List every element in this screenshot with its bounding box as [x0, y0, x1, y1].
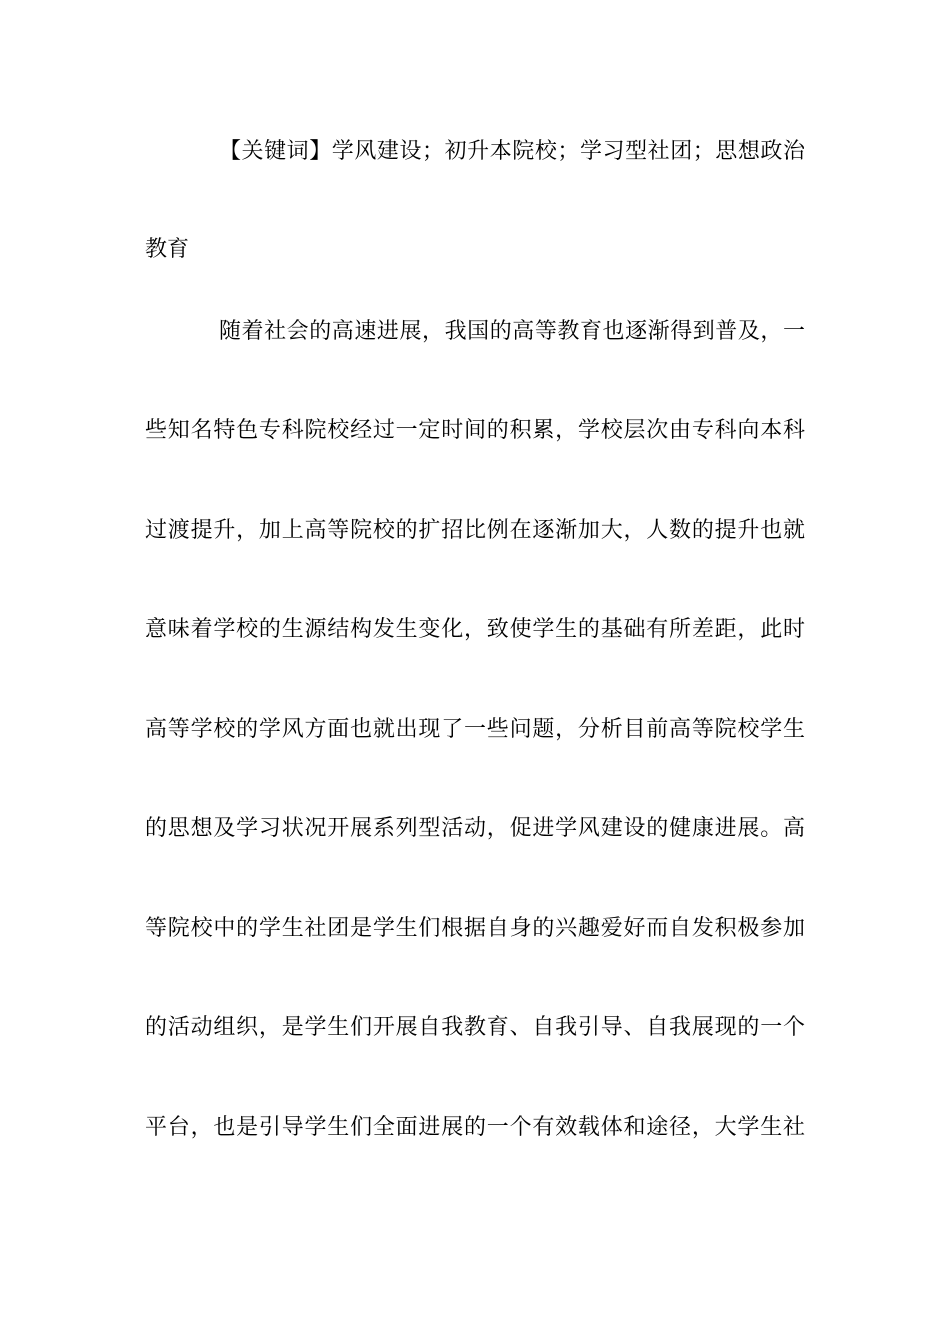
paragraph-line: 过渡提升，加上高等院校的扩招比例在逐渐加大，人数的提升也就 — [145, 518, 805, 543]
paragraph-line: 随着社会的高速进展，我国的高等教育也逐渐得到普及，一 — [219, 319, 805, 344]
paragraph-line: 平台，也是引导学生们全面进展的一个有效载体和途径，大学生社 — [145, 1115, 805, 1140]
paragraph-line: 些知名特色专科院校经过一定时间的积累，学校层次由专科向本科 — [145, 418, 805, 443]
paragraph-line: 高等学校的学风方面也就出现了一些问题，分析目前高等院校学生 — [145, 717, 805, 742]
paragraph-line: 意味着学校的生源结构发生变化，致使学生的基础有所差距，此时 — [145, 617, 805, 642]
paragraph-line: 等院校中的学生社团是学生们根据自身的兴趣爱好而自发积极参加 — [145, 916, 805, 941]
keywords-line: 【关键词】学风建设；初升本院校；学习型社团；思想政治 — [219, 139, 805, 164]
paragraph-line: 的活动组织，是学生们开展自我教育、自我引导、自我展现的一个 — [145, 1015, 805, 1040]
keywords-continuation-line: 教育 — [145, 237, 190, 262]
paragraph-line: 的思想及学习状况开展系列型活动，促进学风建设的健康进展。高 — [145, 816, 805, 841]
